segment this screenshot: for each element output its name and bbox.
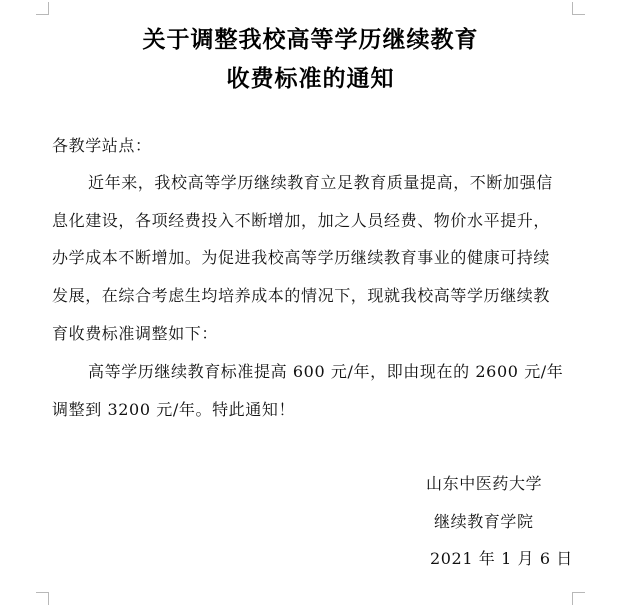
paragraph-1-line: 近年来，我校高等学历继续教育立足教育质量提高，不断加强信 xyxy=(88,173,553,192)
paragraph-2-line: 调整到 3200 元/年。特此通知！ xyxy=(52,400,296,419)
paragraph-2-line: 高等学历继续教育标准提高 600 元/年，即由现在的 2600 元/年 xyxy=(88,362,564,381)
paragraph-1-line: 育收费标准调整如下： xyxy=(52,324,219,343)
crop-mark-bottom-right xyxy=(572,592,585,605)
paragraph-1-line: 办学成本不断增加。为促进我校高等学历继续教育事业的健康可持续 xyxy=(52,248,551,267)
crop-mark-top-right xyxy=(572,2,585,15)
crop-mark-bottom-left xyxy=(36,592,49,605)
signature-department: 继续教育学院 xyxy=(434,512,534,531)
signature-organization: 山东中医药大学 xyxy=(426,474,543,493)
crop-mark-top-left xyxy=(36,2,49,15)
paragraph-1-line: 发展，在综合考虑生均培养成本的情况下，现就我校高等学历继续教 xyxy=(52,286,551,305)
signature-date: 2021 年 1 月 6 日 xyxy=(430,549,573,568)
document-title-line-2: 收费标准的通知 xyxy=(226,66,395,92)
salutation: 各教学站点： xyxy=(52,136,152,155)
document-title-line-1: 关于调整我校高等学历继续教育 xyxy=(142,27,479,53)
paragraph-1-line: 息化建设，各项经费投入不断增加，加之人员经费、物价水平提升， xyxy=(52,211,551,230)
